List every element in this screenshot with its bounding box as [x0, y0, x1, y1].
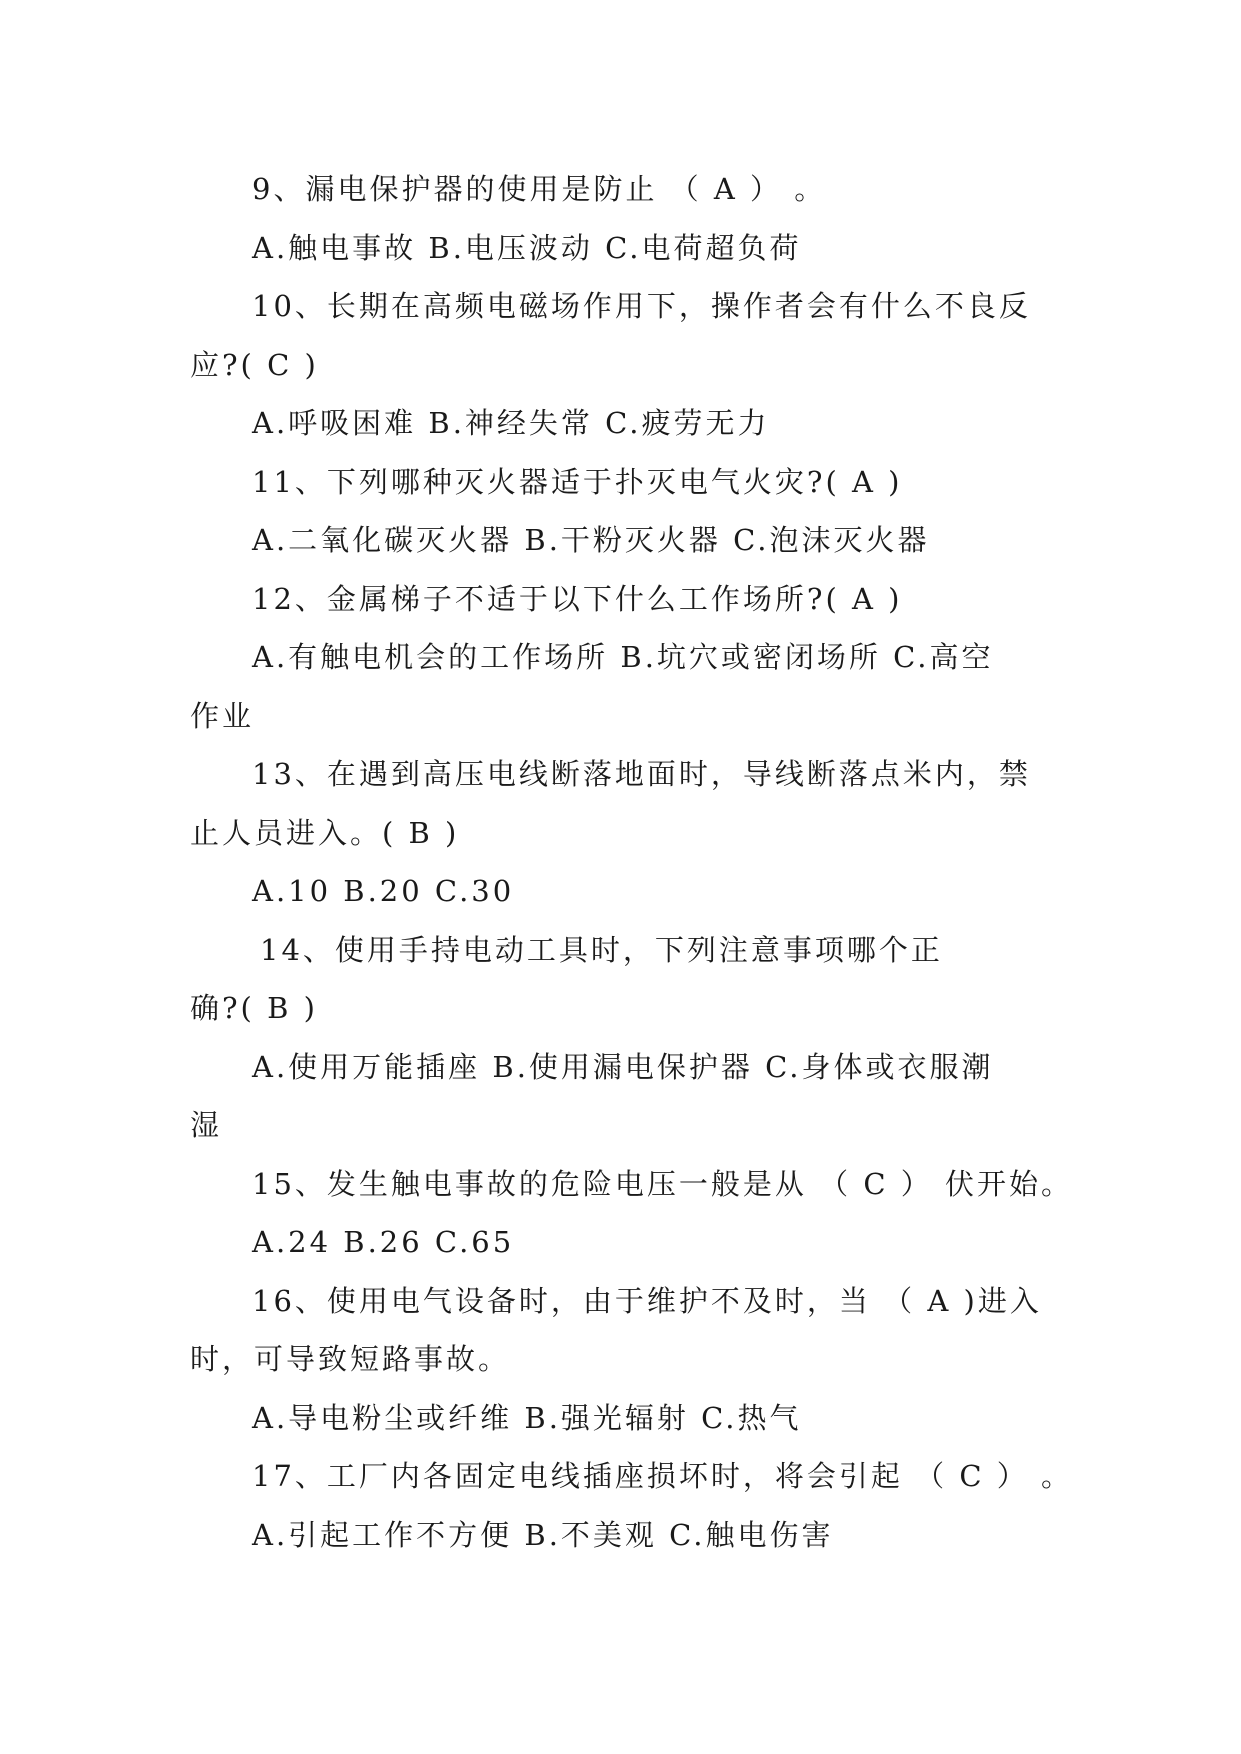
question-9: 9、漏电保护器的使用是防止 （ A ） 。: [252, 172, 827, 206]
question-13: 13、在遇到高压电线断落地面时，导线断落点米内，禁: [252, 757, 1031, 791]
question-14-continued: 确?( B ): [190, 991, 318, 1025]
options-15: A.24 B.26 C.65: [252, 1225, 515, 1259]
options-17: A.引起工作不方便 B.不美观 C.触电伤害: [252, 1517, 834, 1552]
document-body: [190, 160, 1073, 1564]
options-9: A.触电事故 B.电压波动 C.电荷超负荷: [252, 230, 802, 265]
question-17: 17、工厂内各固定电线插座损坏时，将会引起 （ C ） 。: [252, 1459, 1073, 1493]
options-12-continued: 作业: [190, 698, 255, 733]
question-14: 14、使用手持电动工具时，下列注意事项哪个正: [260, 932, 943, 967]
question-16-continued: 时，可导致短路事故。: [190, 1342, 511, 1376]
question-15: 15、发生触电事故的危险电压一般是从 （ C ） 伏开始。: [252, 1166, 1073, 1201]
question-10-continued: 应?( C ): [190, 347, 319, 382]
options-10: A.呼吸困难 B.神经失常 C.疲劳无力: [252, 406, 770, 440]
options-14: A.使用万能插座 B.使用漏电保护器 C.身体或衣服潮: [252, 1049, 994, 1084]
options-14-continued: 湿: [190, 1108, 223, 1142]
question-12: 12、金属梯子不适于以下什么工作场所?( A ): [252, 581, 903, 616]
options-11: A.二氧化碳灭火器 B.干粉灭火器 C.泡沫灭火器: [252, 523, 930, 557]
question-13-continued: 止人员进入。( B ): [190, 815, 460, 850]
options-16: A.导电粉尘或纤维 B.强光辐射 C.热气: [252, 1400, 802, 1435]
question-10: 10、长期在高频电磁场作用下，操作者会有什么不良反: [252, 289, 1031, 323]
options-13: A.10 B.20 C.30: [252, 874, 515, 908]
question-11: 11、下列哪种灭火器适于扑灭电气火灾?( A ): [252, 464, 903, 499]
question-16: 16、使用电气设备时，由于维护不及时，当 （ A )进入: [252, 1283, 1042, 1318]
options-12: A.有触电机会的工作场所 B.坑穴或密闭场所 C.高空: [252, 640, 994, 674]
